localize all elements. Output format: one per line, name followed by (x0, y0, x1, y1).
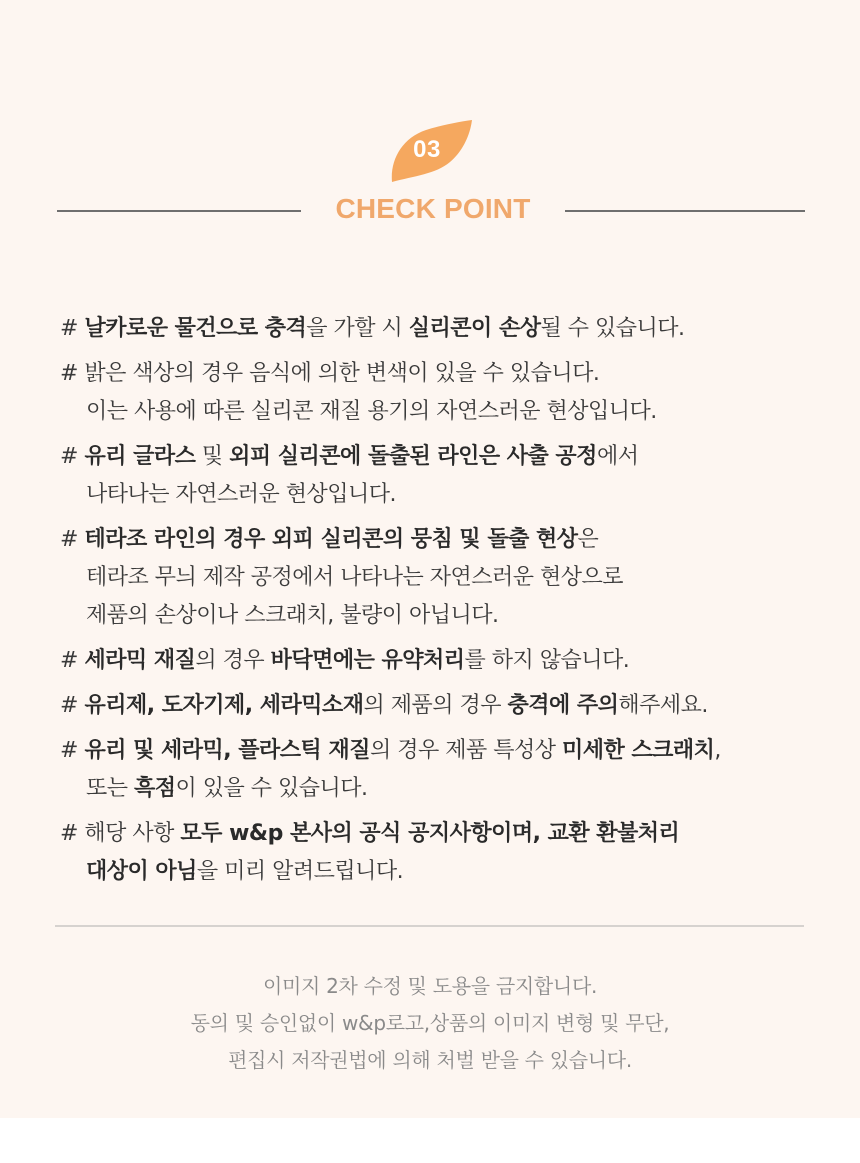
note-emphasis: 흑점 (134, 776, 176, 801)
note-emphasis: 바닥면에는 유약처리 (270, 648, 465, 673)
note-line (60, 597, 840, 635)
note-text: 또는 (86, 776, 134, 801)
note-line (60, 732, 840, 770)
copyright-line-2: 동의 및 승인없이 w&p로고,상품의 이미지 변형 및 무단, (190, 1011, 670, 1035)
title-rule-right (565, 210, 805, 212)
note-line (60, 642, 840, 680)
note-emphasis: 외피 실리콘에 돌출된 라인은 사출 공정 (229, 444, 597, 469)
note-line (60, 559, 840, 597)
caution-note (60, 687, 840, 725)
note-line (60, 853, 840, 891)
note-emphasis: 유리 글라스 (84, 444, 196, 469)
note-text: , (714, 738, 721, 763)
note-text: 될 수 있습니다. (540, 316, 685, 341)
caution-note (60, 310, 840, 348)
copyright-notice (0, 968, 860, 1079)
note-text: # (60, 648, 85, 673)
note-emphasis: 테라조 라인의 경우 외피 실리콘의 뭉침 및 돌출 현상 (84, 527, 578, 552)
section-number: 03 (413, 136, 441, 163)
note-emphasis: 유리제, 도자기제, 세라믹소재 (84, 693, 364, 718)
note-text: 해주세요. (618, 693, 708, 718)
note-text: 을 미리 알려드립니다. (196, 859, 404, 884)
note-text: 를 하지 않습니다. (464, 648, 630, 673)
note-line (60, 687, 840, 725)
note-text: 나타나는 자연스러운 현상입니다. (86, 482, 397, 507)
note-text: # (60, 527, 85, 552)
note-text: # (60, 693, 85, 718)
caution-note (60, 642, 840, 680)
note-text: 의 제품의 경우 (363, 693, 508, 718)
note-line (60, 770, 840, 808)
note-emphasis: 실리콘이 손상 (408, 316, 541, 341)
note-text: 테라조 무늬 제작 공정에서 나타나는 자연스러운 현상으로 (86, 565, 624, 590)
title-rule-left (57, 210, 301, 212)
note-emphasis: 유리 및 세라믹, 플라스틱 재질 (84, 738, 370, 763)
caution-notes-list (60, 310, 840, 898)
note-text: # 밝은 색상의 경우 음식에 의한 변색이 있을 수 있습니다. (60, 361, 600, 386)
note-text: 및 (195, 444, 230, 469)
copyright-line-3: 편집시 저작권법에 의해 처벌 받을 수 있습니다. (228, 1048, 632, 1072)
note-text: 이 있을 수 있습니다. (175, 776, 368, 801)
note-text: 을 가할 시 (306, 316, 409, 341)
note-emphasis: 대상이 아님 (86, 859, 197, 884)
note-text: # 해당 사항 (60, 821, 181, 846)
caution-note (60, 438, 840, 514)
note-text: 제품의 손상이나 스크래치, 불량이 아닙니다. (86, 603, 499, 628)
note-line (60, 438, 840, 476)
note-emphasis: 충격에 주의 (507, 693, 619, 718)
note-line (60, 476, 840, 514)
note-text: # (60, 316, 85, 341)
note-line (60, 521, 840, 559)
caution-note (60, 732, 840, 808)
note-line (60, 393, 840, 431)
copyright-line-1: 이미지 2차 수정 및 도용을 금지합니다. (262, 974, 598, 998)
caution-note (60, 815, 840, 891)
note-line (60, 355, 840, 393)
note-text: # (60, 444, 85, 469)
note-emphasis: 미세한 스크래치 (561, 738, 715, 763)
section-title: CHECK POINT (335, 193, 531, 224)
note-emphasis: 세라믹 재질 (84, 648, 196, 673)
note-line (60, 310, 840, 348)
note-text: 의 경우 (195, 648, 271, 673)
caution-note (60, 521, 840, 635)
note-text: 에서 (596, 444, 639, 469)
note-text: # (60, 738, 85, 763)
section-number-badge (388, 118, 474, 184)
note-text: 의 경우 제품 특성상 (369, 738, 562, 763)
note-text: 이는 사용에 따른 실리콘 재질 용기의 자연스러운 현상입니다. (86, 399, 657, 424)
note-text: 은 (577, 527, 599, 552)
note-emphasis: 모두 w&p 본사의 공식 공지사항이며, 교환 환불처리 (180, 821, 680, 846)
footer-divider (55, 925, 804, 927)
caution-note (60, 355, 840, 431)
note-line (60, 815, 840, 853)
note-emphasis: 날카로운 물건으로 충격 (84, 316, 307, 341)
